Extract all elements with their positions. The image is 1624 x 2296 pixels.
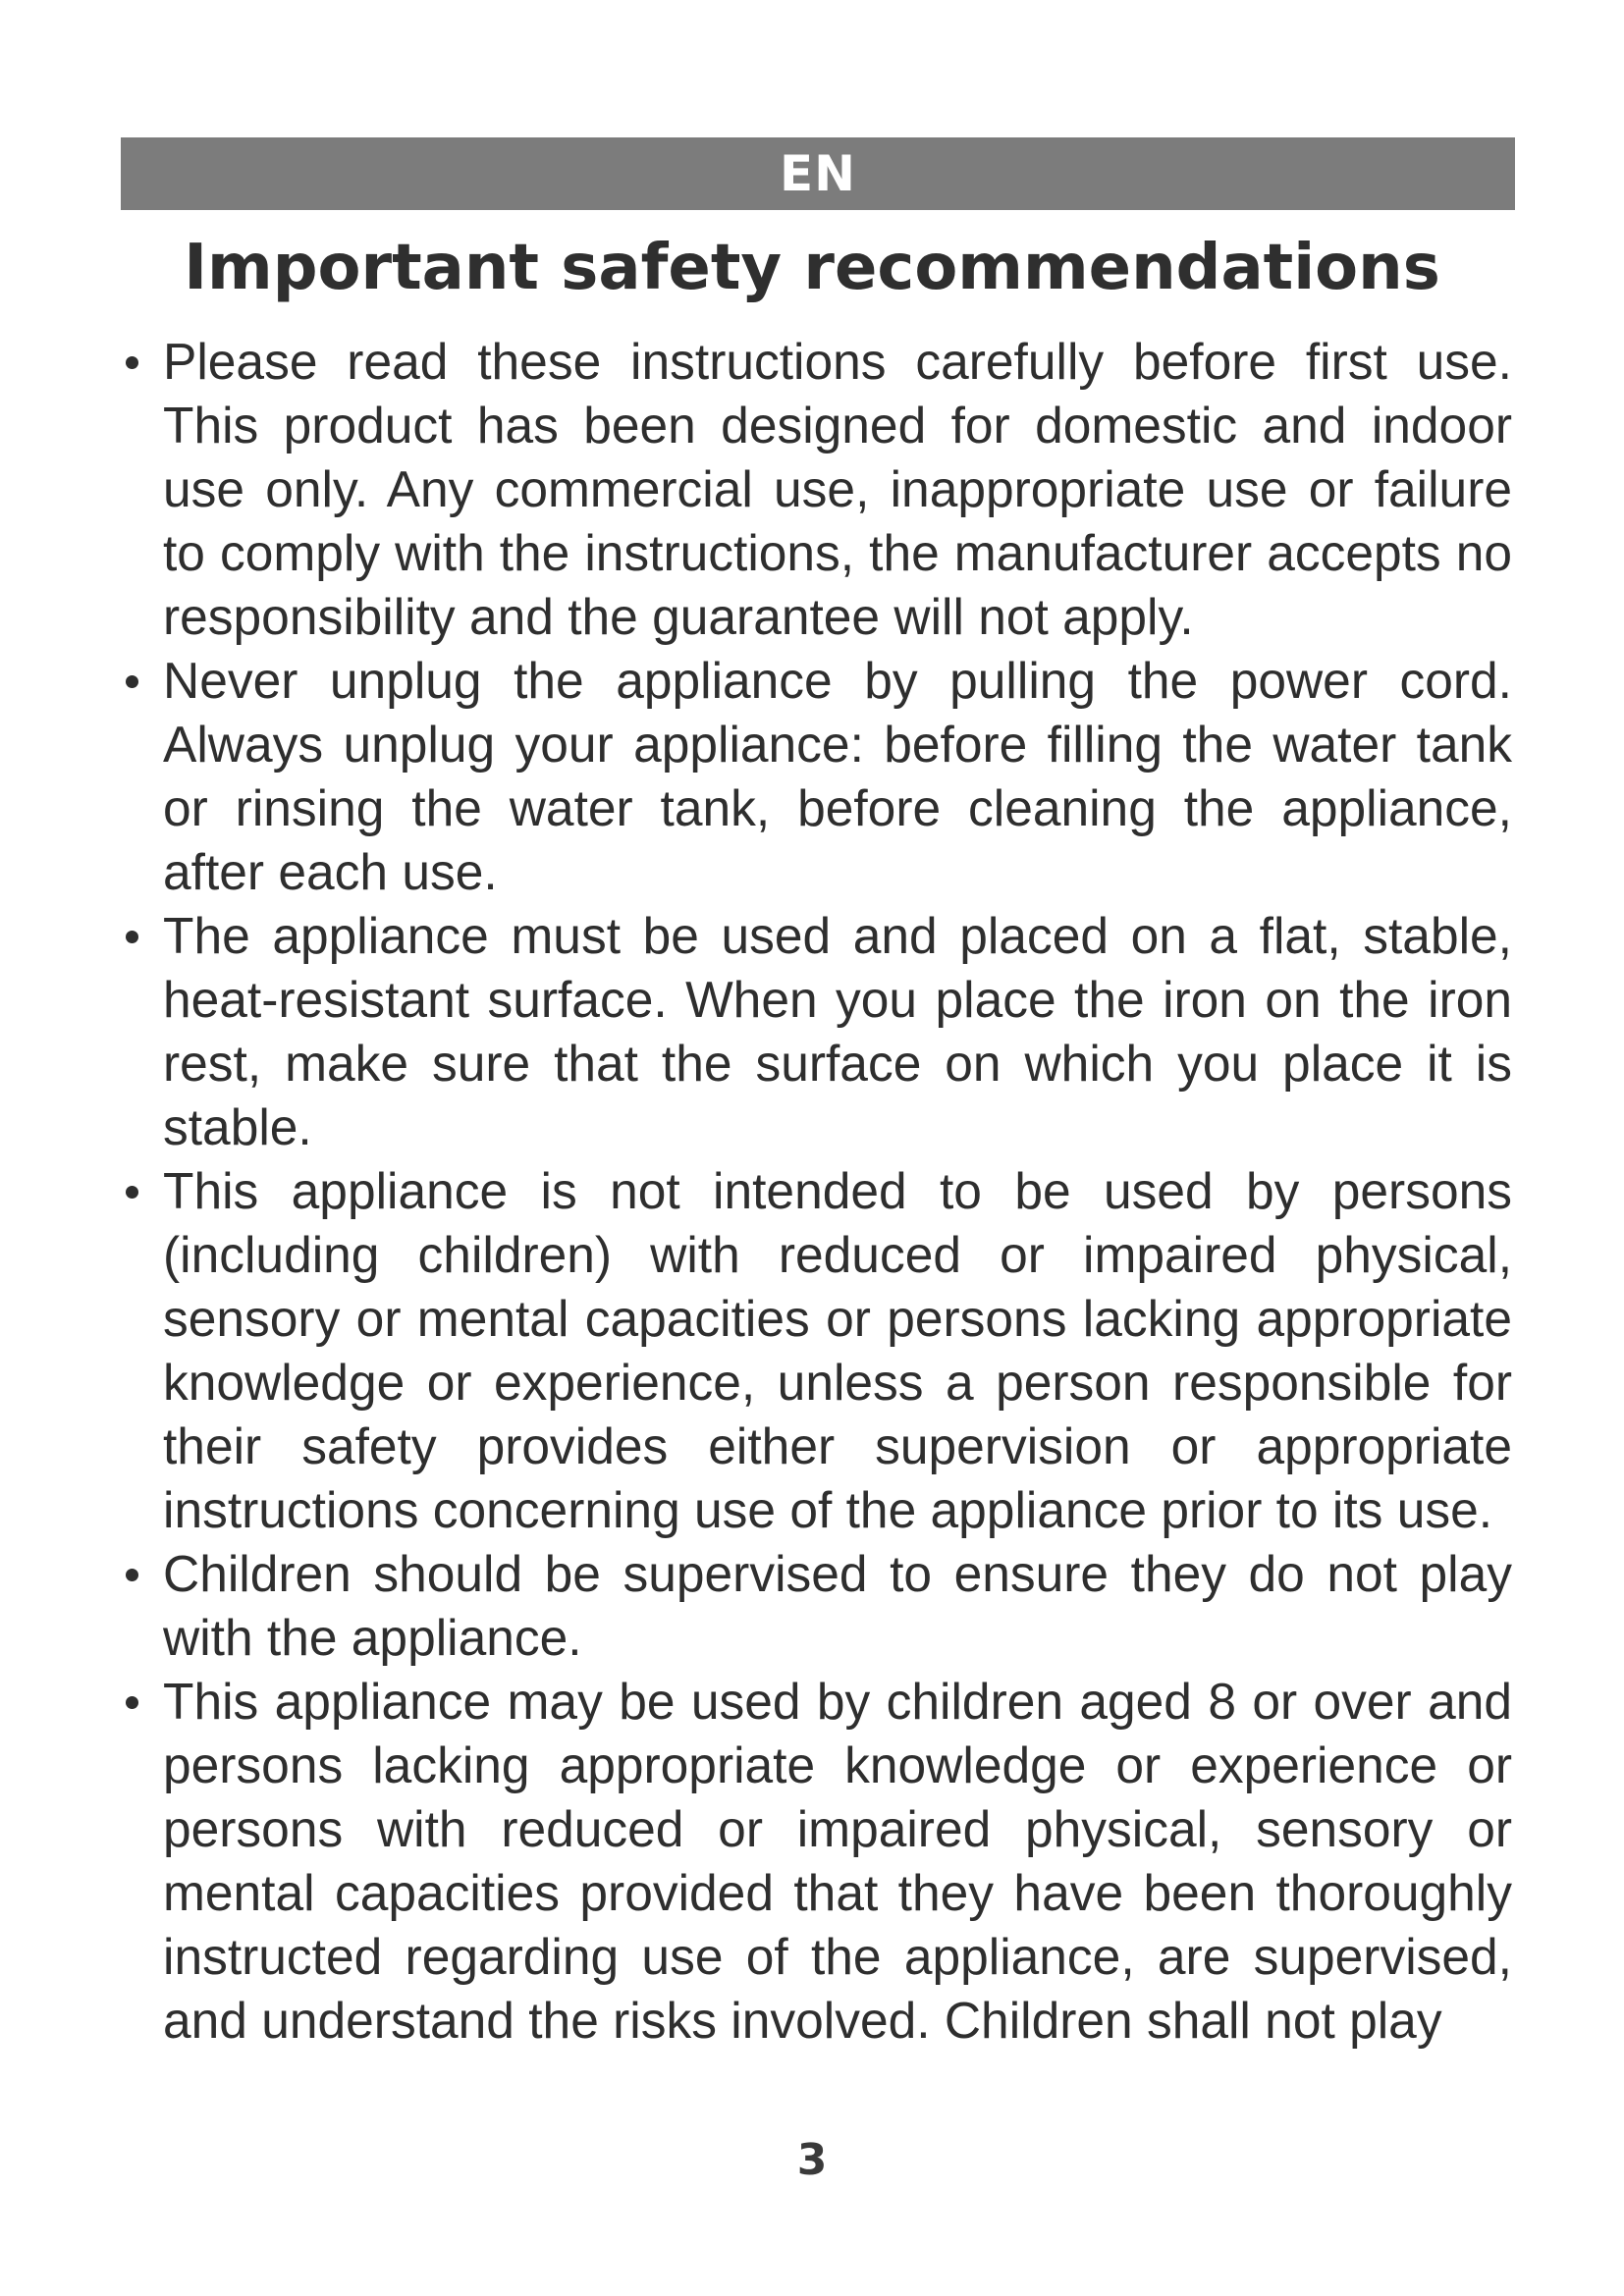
list-item xyxy=(118,1159,1512,1542)
list-item xyxy=(118,1670,1512,2053)
page-title: Important safety recommendations xyxy=(184,232,1440,304)
bullet-icon xyxy=(126,1696,138,1709)
bullet-icon xyxy=(126,1569,138,1581)
list-item xyxy=(118,904,1512,1159)
language-band xyxy=(121,137,1515,210)
list-item-text: Never unplug the appliance by pulling the power cord. Always unplug your appliance: before filling the water tank or rinsing the water tank, before cleaning the appliance, after each use. xyxy=(163,652,1512,900)
list-item-text: Children should be supervised to ensure they do not play with the appliance. xyxy=(163,1545,1512,1666)
list-item xyxy=(118,649,1512,904)
language-code: EN xyxy=(779,145,856,202)
list-item-text: The appliance must be used and placed on a flat, stable, heat-resistant surface. When you place the iron on the iron rest, make sure that the surface on which you place it is stable. xyxy=(163,907,1512,1155)
bullet-icon xyxy=(126,356,138,369)
page-number: 3 xyxy=(796,2135,828,2185)
list-item-text: This appliance may be used by children aged 8 or over and persons lacking appropriate knowledge or experience or persons with reduced or impaired physical, sensory or mental capacities provided that they have been thoroughly instructed regarding use of the appliance, are supervised, and understand the risks involved. Children shall not play xyxy=(163,1673,1512,2049)
bullet-icon xyxy=(126,1186,138,1199)
list-item xyxy=(118,1542,1512,1670)
safety-recommendations-list xyxy=(118,330,1512,2053)
list-item-text: Please read these instructions carefully before first use. This product has been designed for domestic and indoor use only. Any commercial use, inappropriate use or failure to comply with the instructions, the manufacturer accepts no responsibility and the guarantee will not apply. xyxy=(163,333,1512,645)
bullet-icon xyxy=(126,675,138,688)
list-item xyxy=(118,330,1512,649)
bullet-icon xyxy=(126,931,138,943)
list-item-text: This appliance is not intended to be used by persons (including children) with reduced or impaired physical, sensory or mental capacities or persons lacking appropriate knowledge or experience, unless a person responsible for their safety provides either supervision or appropriate instructions concerning use of the appliance prior to its use. xyxy=(163,1162,1512,1538)
